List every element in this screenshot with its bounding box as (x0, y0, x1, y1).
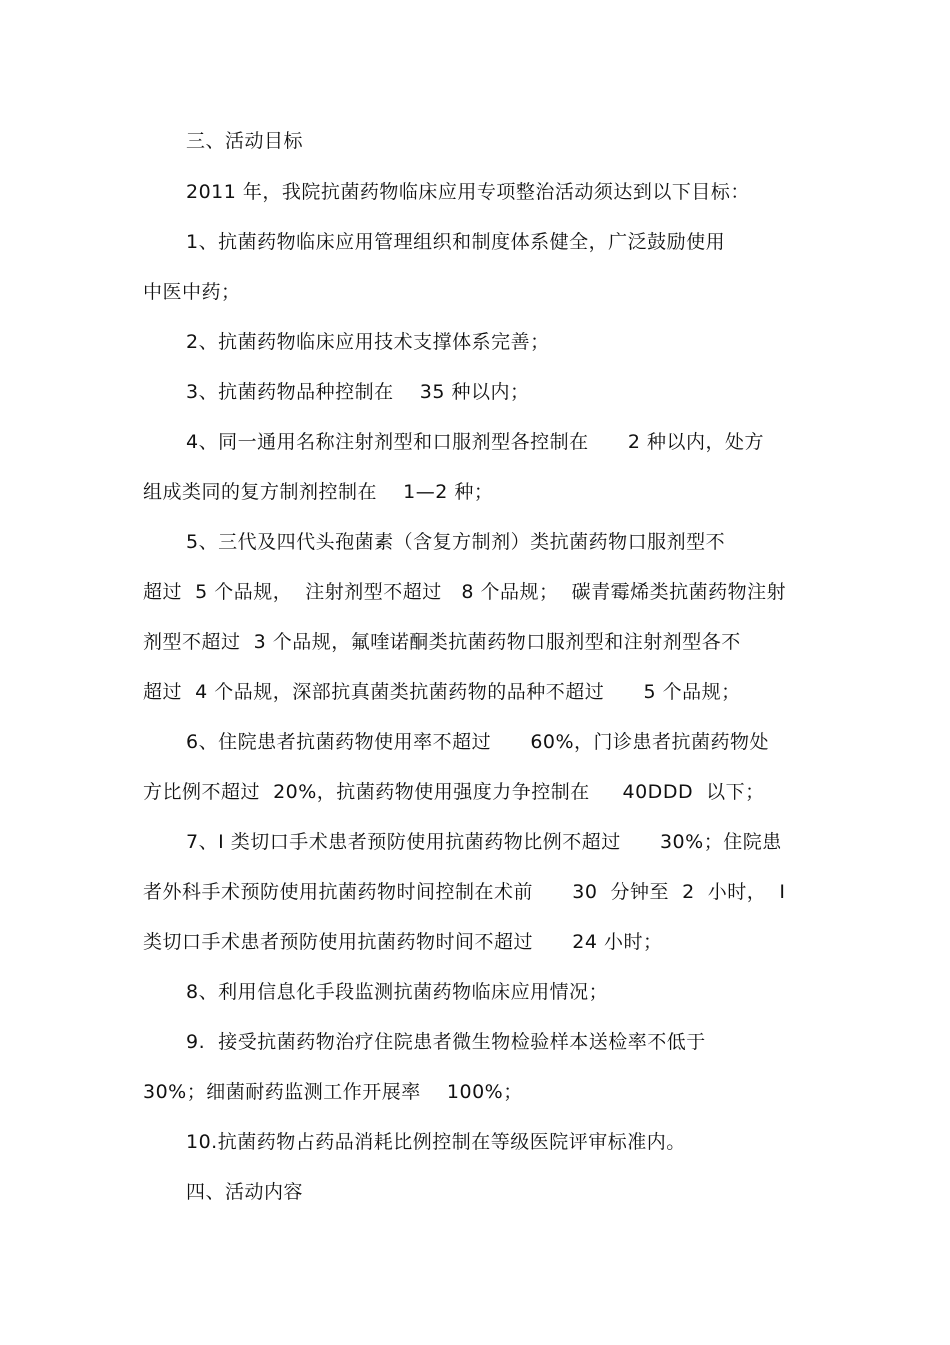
paragraph-intro: 2011 年，我院抗菌药物临床应用专项整治活动须达到以下目标： (186, 181, 750, 203)
item-5-line-3: 剂型不超过 3 个品规，氟喹诺酮类抗菌药物口服剂型和注射剂型各不 (143, 631, 741, 653)
item-1-line-1: 1、抗菌药物临床应用管理组织和制度体系健全，广泛鼓励使用 (186, 231, 726, 253)
item-5-line-4: 超过 4 个品规，深部抗真菌类抗菌药物的品种不超过 5 个品规； (143, 681, 741, 703)
item-6-line-1: 6、住院患者抗菌药物使用率不超过 60%，门诊患者抗菌药物处 (186, 731, 770, 753)
item-10: 10.抗菌药物占药品消耗比例控制在等级医院评审标准内。 (186, 1131, 686, 1153)
section-heading-3: 三、活动目标 (186, 130, 304, 152)
item-4-line-1: 4、同一通用名称注射剂型和口服剂型各控制在 2 种以内，处方 (186, 431, 764, 453)
section-heading-4: 四、活动内容 (186, 1181, 304, 1203)
item-2: 2、抗菌药物临床应用技术支撑体系完善； (186, 331, 550, 353)
item-5-line-2: 超过 5 个品规， 注射剂型不超过 8 个品规； 碳青霉烯类抗菌药物注射 (143, 581, 787, 603)
item-4-line-2: 组成类同的复方制剂控制在 1—2 种； (143, 481, 494, 503)
item-7-line-2: 者外科手术预防使用抗菌药物时间控制在术前 30 分钟至 2 小时， I (143, 881, 786, 903)
item-9-line-2: 30%；细菌耐药监测工作开展率 100%； (143, 1081, 523, 1103)
item-7-line-1: 7、I 类切口手术患者预防使用抗菌药物比例不超过 30%；住院患 (186, 831, 782, 853)
item-5-line-1: 5、三代及四代头孢菌素（含复方制剂）类抗菌药物口服剂型不 (186, 531, 726, 553)
item-7-line-3: 类切口手术患者预防使用抗菌药物时间不超过 24 小时； (143, 931, 663, 953)
item-8: 8、利用信息化手段监测抗菌药物临床应用情况； (186, 981, 609, 1003)
item-9-line-1: 9. 接受抗菌药物治疗住院患者微生物检验样本送检率不低于 (186, 1031, 706, 1053)
item-6-line-2: 方比例不超过 20%，抗菌药物使用强度力争控制在 40DDD 以下； (143, 781, 765, 803)
item-3: 3、抗菌药物品种控制在 35 种以内； (186, 381, 530, 403)
item-1-line-2: 中医中药； (143, 281, 241, 303)
